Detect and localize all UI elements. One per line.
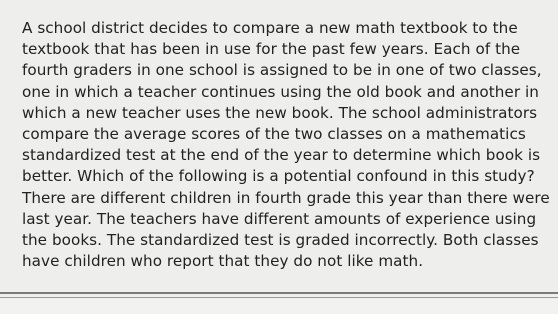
bottom-divider-secondary [0,297,558,298]
footer-strip [0,299,558,314]
bottom-divider [0,292,558,294]
question-text: A school district decides to compare a new math textbook to the textbook that has been in use for the past few years. Each of the fourth graders in one school is assigned to be in one of two classes, one in which a teacher continues using the old book and another in which a new teacher uses the new book. The school administrators compare the average scores of the two classes on a mathematics standardized test at the end of the year to determine which book is better. Which of the following is a potential confound in this study? There are different children in fourth grade this year than there were last year. The teachers have different amounts of experience using the books. The standardized test is graded incorrectly. Both classes have children who report that they do not like math. [22,19,550,271]
